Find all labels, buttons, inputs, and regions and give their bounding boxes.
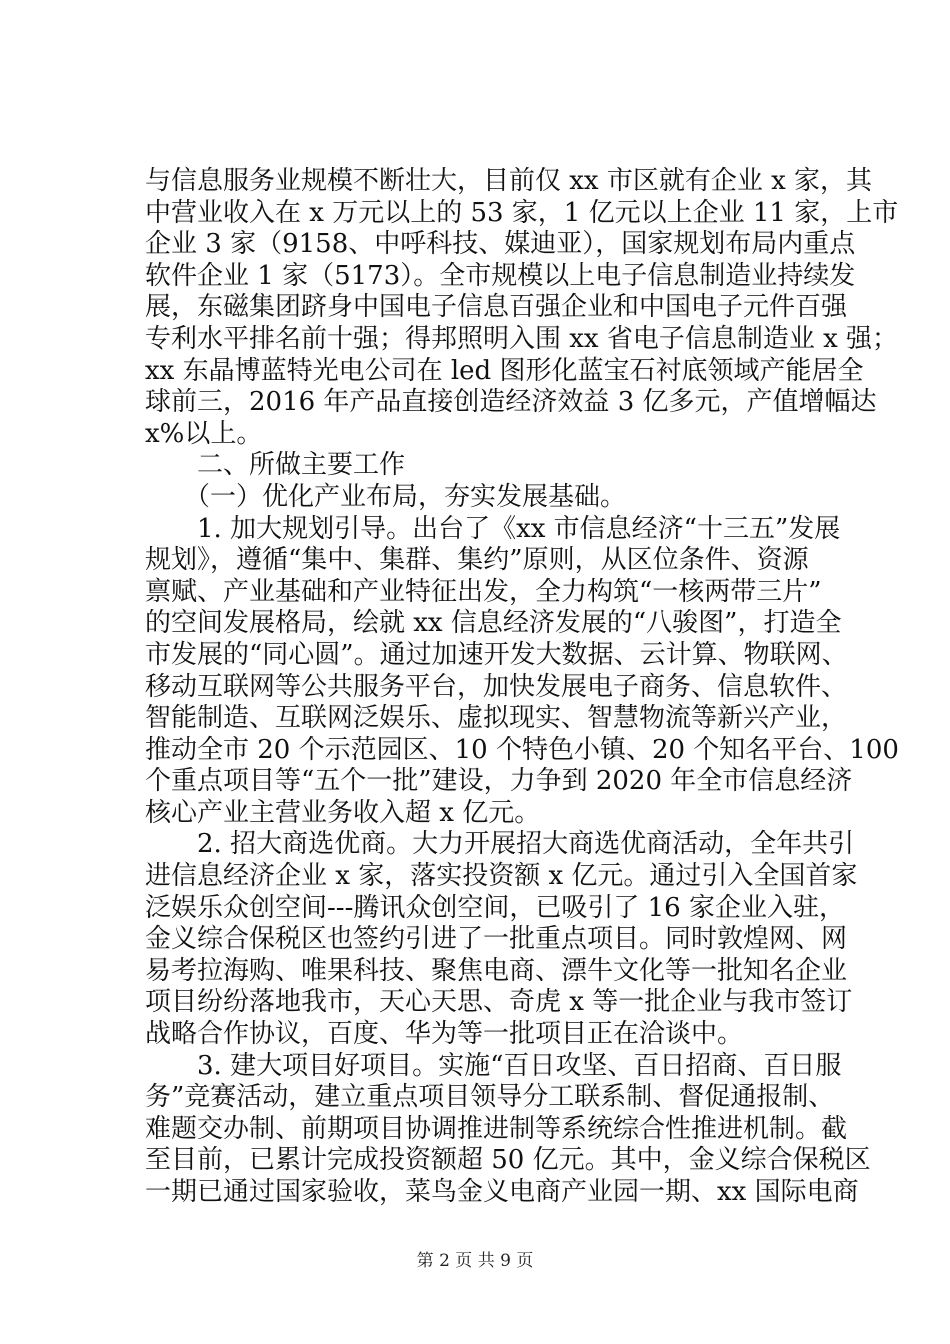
text-line: 中营业收入在 x 万元以上的 53 家，1 亿元以上企业 11 家，上市	[145, 197, 899, 228]
text-line: 2. 招大商选优商。大力开展招大商选优商活动，全年共引	[145, 829, 855, 860]
text-line: 的空间发展格局，绘就 xx 信息经济发展的“八骏图”，打造全	[145, 608, 842, 639]
text-line: 泛娱乐众创空间---腾讯众创空间，已吸引了 16 家企业入驻，	[145, 892, 845, 923]
text-line: 软件企业 1 家（5173）。全市规模以上电子信息制造业持续发	[145, 260, 856, 291]
text-line: 规划》，遵循“集中、集群、集约”原则，从区位条件、资源	[145, 545, 809, 576]
text-line: x%以上。	[145, 418, 263, 449]
section-heading: 二、所做主要工作	[145, 450, 406, 481]
text-line: 推动全市 20 个示范园区、10 个特色小镇、20 个知名平台、100	[145, 734, 899, 765]
text-line: 战略合作协议，百度、华为等一批项目正在洽谈中。	[145, 1019, 744, 1050]
text-line: 项目纷纷落地我市，天心天思、奇虎 x 等一批企业与我市签订	[145, 987, 853, 1018]
text-line: 展，东磁集团跻身中国电子信息百强企业和中国电子元件百强	[145, 292, 848, 323]
text-line: 务”竞赛活动，建立重点项目领导分工联系制、督促通报制、	[145, 1082, 835, 1113]
subsection-heading: （一）优化产业布局，夯实发展基础。	[145, 481, 627, 512]
text-line: 企业 3 家（9158、中呼科技、媒迪亚），国家规划布局内重点	[145, 229, 856, 260]
text-line: 智能制造、互联网泛娱乐、虚拟现实、智慧物流等新兴产业，	[145, 703, 848, 734]
text-line: 移动互联网等公共服务平台，加快发展电子商务、信息软件、	[145, 671, 848, 702]
text-line: 禀赋、产业基础和产业特征出发，全力构筑“一核两带三片”	[145, 576, 822, 607]
text-line: 专利水平排名前十强；得邦照明入围 xx 省电子信息制造业 x 强；	[145, 323, 899, 354]
text-line: 个重点项目等“五个一批”建设，力争到 2020 年全市信息经济	[145, 766, 853, 797]
text-line: 球前三，2016 年产品直接创造经济效益 3 亿多元，产值增幅达	[145, 387, 877, 418]
text-line: 1. 加大规划引导。出台了《xx 市信息经济“十三五”发展	[145, 513, 841, 544]
text-line: 市发展的“同心圆”。通过加速开发大数据、云计算、物联网、	[145, 639, 848, 670]
text-line: 与信息服务业规模不断壮大，目前仅 xx 市区就有企业 x 家，其	[145, 166, 873, 196]
text-line: 难题交办制、前期项目协调推进制等系统综合性推进机制。截	[145, 1113, 848, 1144]
text-line: 易考拉海购、唯果科技、聚焦电商、漂牛文化等一批知名企业	[145, 955, 848, 986]
text-line: 核心产业主营业务收入超 x 亿元。	[145, 797, 541, 828]
text-line: xx 东晶博蓝特光电公司在 led 图形化蓝宝石衬底领域产能居全	[145, 355, 864, 386]
text-line: 3. 建大项目好项目。实施“百日攻坚、百日招商、百日服	[145, 1050, 842, 1081]
text-line: 金义综合保税区也签约引进了一批重点项目。同时敦煌网、网	[145, 924, 848, 955]
document-body	[145, 166, 899, 1209]
text-line: 进信息经济企业 x 家，落实投资额 x 亿元。通过引入全国首家	[145, 861, 858, 892]
text-line: 一期已通过国家验收，菜鸟金义电商产业园一期、xx 国际电商	[145, 1177, 859, 1207]
text-line: 至目前，已累计完成投资额超 50 亿元。其中，金义综合保税区	[145, 1145, 871, 1176]
page-number: 第 2 页 共 9 页	[416, 1251, 534, 1271]
